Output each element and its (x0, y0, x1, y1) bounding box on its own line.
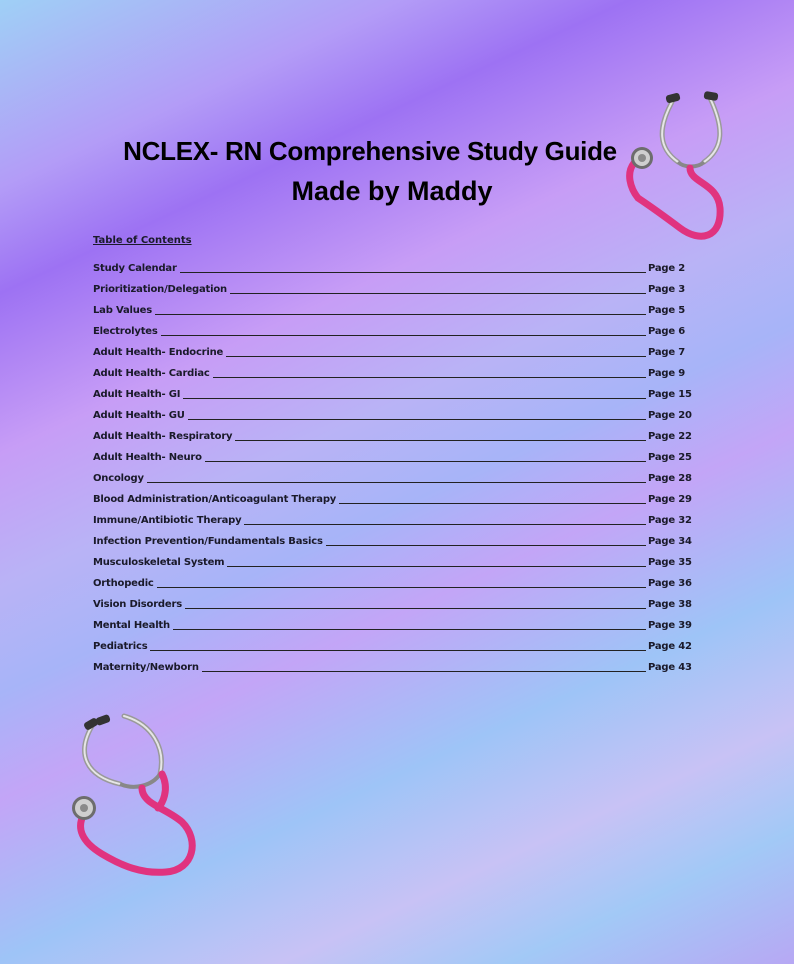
toc-entry (93, 570, 692, 591)
toc-entry-label: Study Calendar (93, 263, 177, 274)
toc-leader-line (183, 397, 646, 399)
toc-entry-label: Infection Prevention/Fundamentals Basics (93, 536, 323, 547)
toc-leader-line (244, 523, 646, 525)
toc-entry (93, 633, 692, 654)
toc-entry-label: Adult Health- Endocrine (93, 347, 224, 358)
toc-leader-line (326, 544, 646, 546)
toc-leader-line (161, 334, 646, 336)
toc-entry-page: Page 43 (648, 662, 692, 673)
toc-entry-page: Page 25 (648, 452, 692, 463)
toc-entry-page: Page 7 (648, 347, 685, 358)
toc-entry (93, 528, 692, 549)
toc-entry-page: Page 5 (648, 305, 685, 316)
toc-entry (93, 486, 692, 507)
toc-entry-label: Orthopedic (93, 578, 154, 589)
toc-entry (93, 360, 685, 381)
toc-entry-label: Adult Health- Cardiac (93, 368, 210, 379)
toc-leader-line (235, 439, 646, 441)
toc-entry (93, 549, 692, 570)
toc-leader-line (205, 460, 646, 462)
toc-entry-label: Blood Administration/Anticoagulant Therapy (93, 494, 337, 505)
toc-leader-line (157, 586, 646, 588)
toc-entry-label: Mental Health (93, 620, 170, 631)
toc-entry (93, 276, 685, 297)
toc-entry (93, 297, 685, 318)
toc-leader-line (213, 376, 646, 378)
toc-leader-line (180, 271, 646, 273)
toc-leader-line (226, 355, 646, 357)
toc-entry-label: Adult Health- Neuro (93, 452, 202, 463)
toc-leader-line (147, 481, 646, 483)
toc-entry-page: Page 35 (648, 557, 692, 568)
toc-entry (93, 423, 692, 444)
toc-entry-label: Electrolytes (93, 326, 158, 337)
toc-list (93, 255, 692, 675)
toc-leader-line (227, 565, 646, 567)
toc-entry-page: Page 22 (648, 431, 692, 442)
toc-leader-line (339, 502, 646, 504)
toc-entry (93, 654, 692, 675)
title-line-1: NCLEX- RN Comprehensive Study Guide (123, 136, 617, 166)
toc-entry-page: Page 15 (648, 389, 692, 400)
toc-leader-line (230, 292, 646, 294)
toc-entry-page: Page 9 (648, 368, 685, 379)
toc-entry-page: Page 29 (648, 494, 692, 505)
toc-leader-line (173, 628, 646, 630)
toc-entry-page: Page 42 (648, 641, 692, 652)
title-line-2: Made by Maddy (291, 176, 493, 206)
toc-entry-label: Lab Values (93, 305, 152, 316)
toc-entry-page: Page 6 (648, 326, 685, 337)
toc-leader-line (202, 670, 646, 672)
toc-entry (93, 612, 692, 633)
stethoscope-icon (620, 88, 740, 248)
toc-entry-page: Page 38 (648, 599, 692, 610)
toc-entry (93, 444, 692, 465)
toc-leader-line (185, 607, 646, 609)
toc-entry (93, 318, 685, 339)
toc-heading: Table of Contents (93, 235, 192, 246)
stethoscope-icon (62, 704, 212, 884)
toc-entry-label: Adult Health- GU (93, 410, 185, 421)
toc-entry-label: Prioritization/Delegation (93, 284, 227, 295)
toc-entry-label: Pediatrics (93, 641, 148, 652)
toc-entry-label: Musculoskeletal System (93, 557, 225, 568)
toc-entry-page: Page 36 (648, 578, 692, 589)
toc-entry-label: Oncology (93, 473, 144, 484)
toc-entry-label: Vision Disorders (93, 599, 182, 610)
toc-entry-page: Page 2 (648, 263, 685, 274)
table-of-contents (93, 234, 692, 675)
toc-entry-page: Page 3 (648, 284, 685, 295)
toc-entry (93, 402, 692, 423)
toc-entry-label: Immune/Antibiotic Therapy (93, 515, 242, 526)
toc-leader-line (188, 418, 646, 420)
toc-leader-line (150, 649, 646, 651)
toc-entry-page: Page 28 (648, 473, 692, 484)
toc-entry-page: Page 39 (648, 620, 692, 631)
toc-entry-page: Page 20 (648, 410, 692, 421)
toc-entry-label: Adult Health- GI (93, 389, 181, 400)
toc-entry (93, 591, 692, 612)
toc-leader-line (155, 313, 646, 315)
toc-entry (93, 255, 685, 276)
toc-entry (93, 381, 692, 402)
toc-entry-page: Page 34 (648, 536, 692, 547)
toc-entry-label: Maternity/Newborn (93, 662, 199, 673)
toc-entry (93, 465, 692, 486)
toc-entry (93, 339, 685, 360)
toc-entry-page: Page 32 (648, 515, 692, 526)
toc-entry-label: Adult Health- Respiratory (93, 431, 233, 442)
toc-entry (93, 507, 692, 528)
